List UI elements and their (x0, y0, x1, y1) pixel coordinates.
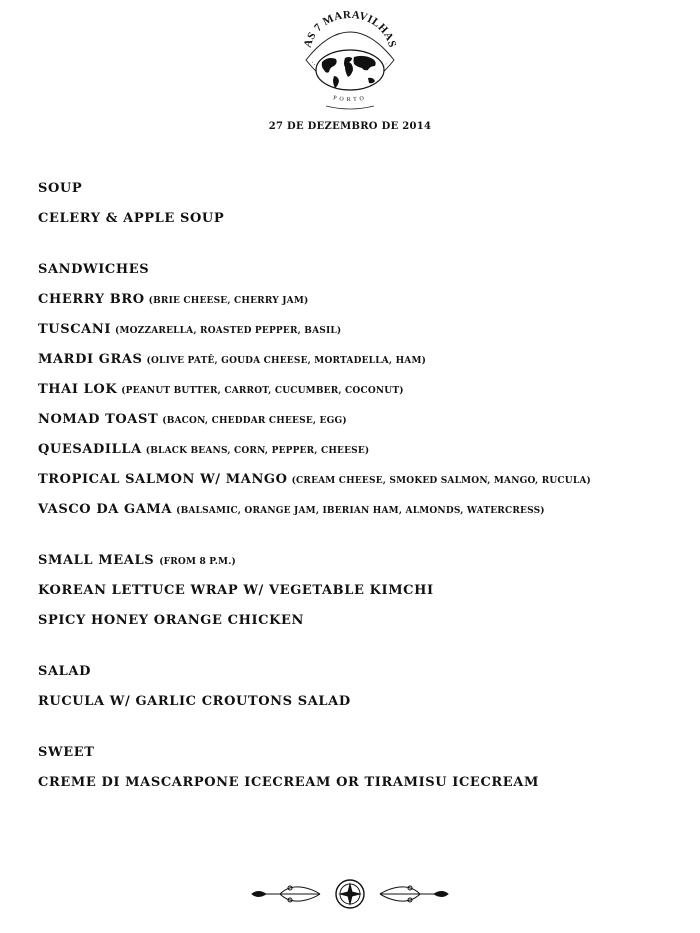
section-title-label: SOUP (38, 181, 83, 196)
section-title-label: SANDWICHES (38, 262, 150, 277)
menu-item-ingredients: (PEANUT BUTTER, CARROT, CUCUMBER, COCONUT) (121, 386, 404, 396)
menu-item (38, 774, 678, 804)
menu-item-name: CREME DI MASCARPONE ICECREAM OR TIRAMISU ICECREAM (38, 775, 539, 790)
menu-item-name: THAI LOK (38, 382, 118, 397)
menu-item (38, 291, 678, 321)
menu-item (38, 351, 678, 381)
menu-item-ingredients: (BALSAMIC, ORANGE JAM, IBERIAN HAM, ALMONDS, WATERCRESS) (176, 506, 545, 516)
world-map-logo (296, 10, 404, 110)
section-title (38, 663, 678, 693)
menu-section (38, 180, 678, 240)
brand-location: PORTO (332, 95, 368, 104)
menu-section (38, 552, 678, 642)
section-title-label: SALAD (38, 664, 91, 679)
menu-section (38, 261, 678, 531)
section-title (38, 180, 678, 210)
menu-item-ingredients: (BACON, CHEDDAR CHEESE, EGG) (162, 416, 347, 426)
menu-item-ingredients: (BLACK BEANS, CORN, PEPPER, CHEESE) (145, 446, 370, 456)
menu-item-name: TROPICAL SALMON W/ MANGO (38, 472, 288, 487)
compass-ornament-icon (250, 876, 450, 912)
menu-item-name: KOREAN LETTUCE WRAP W/ VEGETABLE KIMCHI (38, 583, 434, 598)
menu-list (38, 180, 678, 825)
menu-item-name: QUESADILLA (38, 442, 142, 457)
section-title-label: SMALL MEALS (38, 553, 155, 568)
menu-item (38, 210, 678, 240)
section-title (38, 744, 678, 774)
brand-name: AS 7 MARAVILHAS (301, 10, 399, 50)
menu-item (38, 381, 678, 411)
menu-date: 27 DE DEZEMBRO DE 2014 (268, 121, 432, 132)
section-title-label: SWEET (38, 745, 95, 760)
menu-item (38, 441, 678, 471)
section-title-note: (FROM 8 P.M.) (159, 557, 237, 567)
menu-item (38, 411, 678, 441)
menu-item-name: MARDI GRAS (38, 352, 143, 367)
section-title (38, 261, 678, 291)
menu-item-ingredients: (MOZZARELLA, ROASTED PEPPER, BASIL) (115, 326, 342, 336)
menu-item-name: TUSCANI (38, 322, 111, 337)
menu-item (38, 501, 678, 531)
menu-item (38, 693, 678, 723)
menu-item-ingredients: (BRIE CHEESE, CHERRY JAM) (148, 296, 309, 306)
menu-item-name: CHERRY BRO (38, 292, 145, 307)
menu-item-name: SPICY HONEY ORANGE CHICKEN (38, 613, 304, 628)
menu-item (38, 582, 678, 612)
menu-item (38, 321, 678, 351)
menu-item-name: VASCO DA GAMA (38, 502, 173, 517)
menu-item-ingredients: (CREAM CHEESE, SMOKED SALMON, MANGO, RUCULA) (291, 476, 592, 486)
menu-item-name: NOMAD TOAST (38, 412, 159, 427)
menu-section (38, 744, 678, 804)
menu-item-ingredients: (OLIVE PATÊ, GOUDA CHEESE, MORTADELLA, HAM) (146, 356, 427, 366)
menu-item-name: RUCULA W/ GARLIC CROUTONS SALAD (38, 694, 351, 709)
menu-item (38, 471, 678, 501)
menu-section (38, 663, 678, 723)
section-title (38, 552, 678, 582)
menu-item (38, 612, 678, 642)
menu-item-name: CELERY & APPLE SOUP (38, 211, 225, 226)
